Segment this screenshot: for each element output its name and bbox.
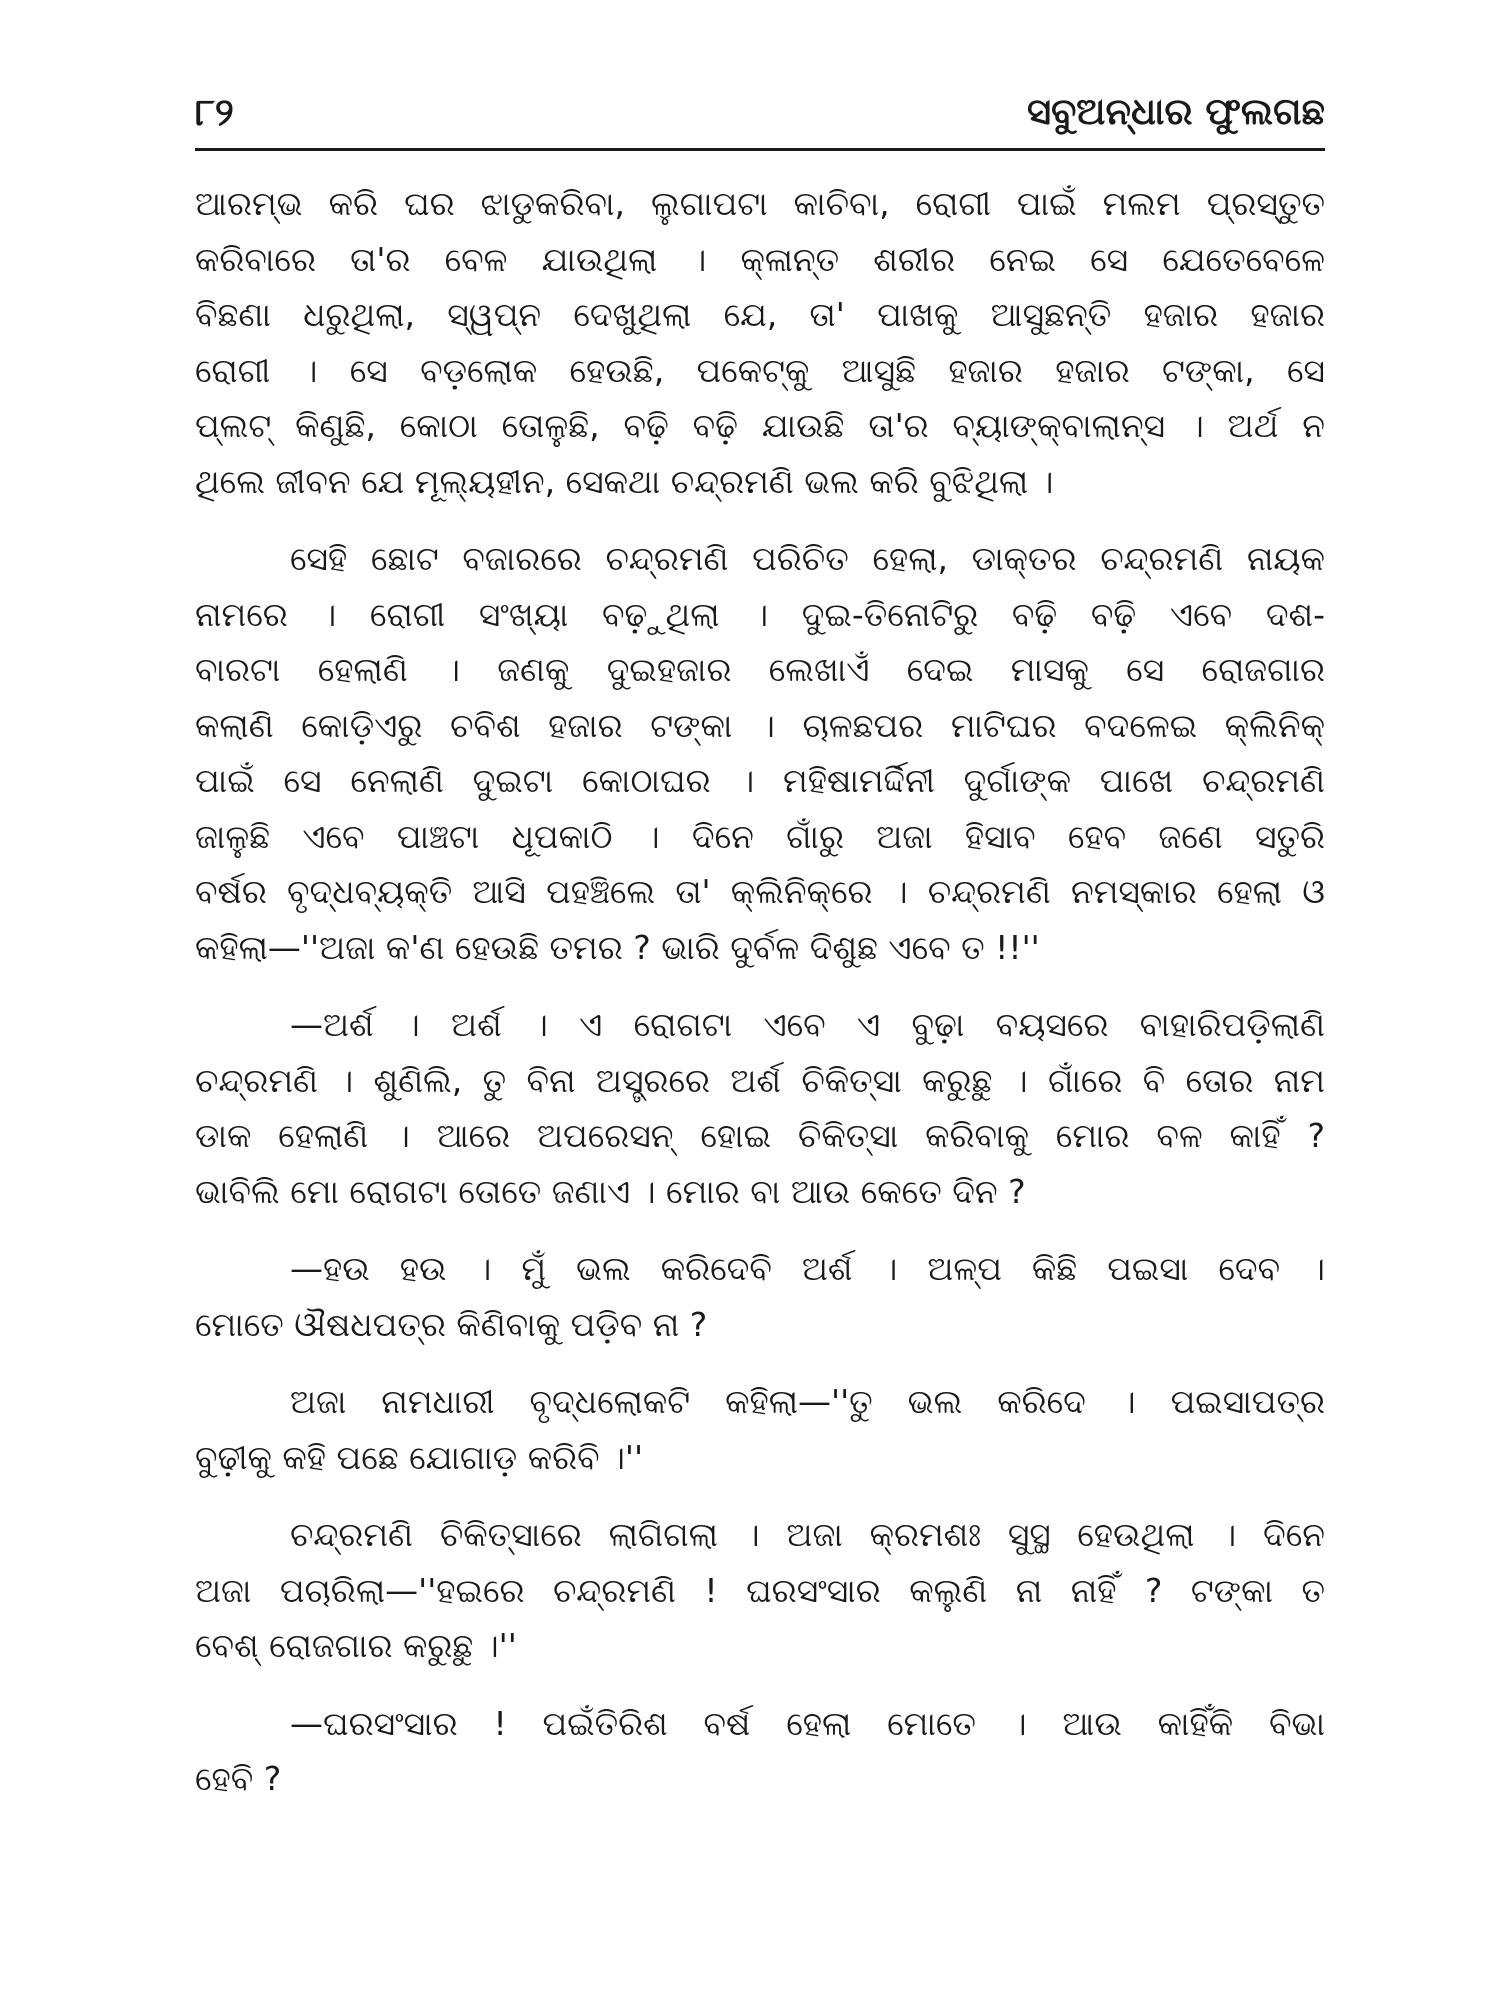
text-line: କଲାଣି କୋଡ଼ିଏରୁ ଚବିଶ ହଜାର ଟଙ୍କା । ଚାଳଛପର ମାଟିଘର ବଦଳେଇ କ୍ଲିନିକ୍: [195, 705, 1325, 745]
text-line: ହେବି ?: [195, 1759, 282, 1798]
paragraph: [195, 997, 1325, 1219]
text-line: କହିଲା—''ଅଜା କ'ଣ ହେଉଛି ତମର ? ଭାରି ଦୁର୍ବଳ ଦିଶୁଛ ଏବେ ତ !!'': [195, 927, 1040, 967]
text-line: ଡାକ ହେଲାଣି । ଆରେ ଅପରେସନ୍ ହୋଇ ଚିକିତ୍ସା କରିବାକୁ ମୋର ବଳ କାହିଁ ?: [195, 1116, 1325, 1155]
text-line: ଥିଲେ ଜୀବନ ଯେ ମୂଲ୍ୟହୀନ, ସେକଥା ଚନ୍ଦ୍ରମଣି ଭଲ କରି ବୁଝିଥିଲା ।: [195, 461, 1054, 501]
text-line: ବାରଟା ହେଲାଣି । ଜଣକୁ ଦୁଇହଜାର ଲେଖାଏଁ ଦେଇ ମାସକୁ ସେ ରୋଜଗାର: [195, 650, 1325, 689]
text-line: ବିଛଣା ଧରୁଥିଲା, ସ୍ୱପ୍ନ ଦେଖୁଥିଲା ଯେ, ତା' ପାଖକୁ ଆସୁଛନ୍ତି ହଜାର ହଜାର: [195, 295, 1325, 334]
header-rule: [195, 148, 1325, 151]
page-number: ୮୨: [195, 90, 234, 134]
text-line: ନାମରେ । ରୋଗୀ ସଂଖ୍ୟା ବଢ଼ୁଥିଲା । ଦୁଇ-ତିନୋଟିରୁ ବଢ଼ି ବଢ଼ି ଏବେ ଦଶ-: [195, 594, 1325, 634]
text-line: ଅଜା ପଚାରିଲା—''ହଇରେ ଚନ୍ଦ୍ରମଣି ! ଘରସଂସାର କଲୁଣି ନା ନାହିଁ ? ଟଙ୍କା ତ: [195, 1570, 1325, 1610]
text-line: ବେଶ୍ ରୋଜଗାର କରୁଛୁ ।'': [195, 1626, 517, 1665]
text-line: ଚନ୍ଦ୍ରମଣି । ଶୁଣିଲି, ତୁ ବିନା ଅସ୍ତ୍ରରେ ଅର୍ଶ ଚିକିତ୍ସା କରୁଛୁ । ଗାଁରେ ବି ତୋର ନାମ: [195, 1060, 1325, 1100]
page-header: [195, 82, 1325, 142]
text-line: ବର୍ଷର ବୃଦ୍ଧବ୍ୟକ୍ତି ଆସି ପହଞ୍ଚିଲେ ତା' କ୍ଲିନିକ୍‌ରେ । ଚନ୍ଦ୍ରମଣି ନମସ୍କାର ହେଲା ଓ: [195, 872, 1325, 911]
paragraph: [195, 1241, 1325, 1352]
text-line: ଅଜା ନାମଧାରୀ ବୃଦ୍ଧଲୋକଟି କହିଲା—''ତୁ ଭଲ କରିଦେ । ପଇସାପତ୍ର: [290, 1382, 1325, 1421]
text-line: ମୋତେ ଔଷଧପତ୍ର କିଣିବାକୁ ପଡ଼ିବ ନା ?: [195, 1304, 708, 1344]
text-line: ପ୍ଲଟ୍ କିଣୁଛି, କୋଠା ତୋଳୁଛି, ବଢ଼ି ବଢ଼ି ଯାଉଛି ତା'ର ବ୍ୟାଙ୍କ୍‌ବାଲାନ୍ସ । ଅର୍ଥ ନ: [195, 406, 1325, 445]
text-line: ଚନ୍ଦ୍ରମଣି ଚିକିତ୍ସାରେ ଲାଗିଗଲା । ଅଜା କ୍ରମଶଃ ସୁସ୍ଥ ହେଉଥିଲା । ଦିନେ: [290, 1515, 1325, 1554]
text-line: ସେହି ଛୋଟ ବଜାରରେ ଚନ୍ଦ୍ରମଣି ପରିଚିତ ହେଲା, ଡାକ୍ତର ଚନ୍ଦ୍ରମଣି ନାୟକ: [290, 539, 1325, 578]
text-line: ରୋଗୀ । ସେ ବଡ଼ଲୋକ ହେଉଛି, ପକେଟ୍‌କୁ ଆସୁଛି ହଜାର ହଜାର ଟଙ୍କା, ସେ: [195, 350, 1325, 390]
paragraph: [195, 1374, 1325, 1485]
text-line: ବୁଢ଼ୀକୁ କହି ପଛେ ଯୋଗାଡ଼ କରିବି ।'': [195, 1437, 644, 1477]
text-line: କରିବାରେ ତା'ର ବେଳ ଯାଉଥିଲା । କ୍ଳାନ୍ତ ଶରୀର ନେଇ ସେ ଯେତେବେଳେ: [195, 239, 1325, 279]
paragraph: [195, 531, 1325, 975]
running-title: ସବୁଅନ୍ଧାର ଫୁଲଗଛ: [1026, 90, 1325, 133]
text-line: ଜାଳୁଛି ଏବେ ପାଞ୍ଚଟା ଧୂପକାଠି । ଦିନେ ଗାଁରୁ ଅଜା ହିସାବ ହେବ ଜଣେ ସତୁରି: [195, 816, 1325, 856]
paragraph: [195, 176, 1325, 509]
text-line: ପାଇଁ ସେ ନେଲାଣି ଦୁଇଟା କୋଠାଘର । ମହିଷାମର୍ଦ୍ଦିନୀ ଦୁର୍ଗାଙ୍କ ପାଖେ ଚନ୍ଦ୍ରମଣି: [195, 761, 1325, 800]
text-line: —ଘରସଂସାର ! ପଇଁତିରିଶ ବର୍ଷ ହେଲା ମୋତେ । ଆଉ କାହିଁକି ବିଭା: [290, 1703, 1325, 1743]
paragraph: [195, 1696, 1325, 1807]
text-line: —ଅର୍ଶ । ଅର୍ଶ । ଏ ରୋଗଟା ଏବେ ଏ ବୁଢ଼ା ବୟସରେ ବାହାରିପଡ଼ିଲାଣି: [290, 1005, 1325, 1044]
text-line: ଭାବିଲି ମୋ ରୋଗଟା ତୋତେ ଜଣାଏ । ମୋର ବା ଆଉ କେତେ ଦିନ ?: [195, 1171, 1026, 1211]
paragraph: [195, 1507, 1325, 1674]
text-line: —ହଉ ହଉ । ମୁଁ ଭଲ କରିଦେବି ଅର୍ଶ । ଅଳ୍ପ କିଛି ପଇସା ଦେବ ।: [290, 1249, 1325, 1288]
body-text: [195, 176, 1325, 1829]
text-line: ଆରମ୍ଭ କରି ଘର ଝାଡୁକରିବା, ଲୁଗାପଟା କାଚିବା, ରୋଗୀ ପାଇଁ ମଲମ ପ୍ରସ୍ତୁତ: [195, 184, 1325, 223]
